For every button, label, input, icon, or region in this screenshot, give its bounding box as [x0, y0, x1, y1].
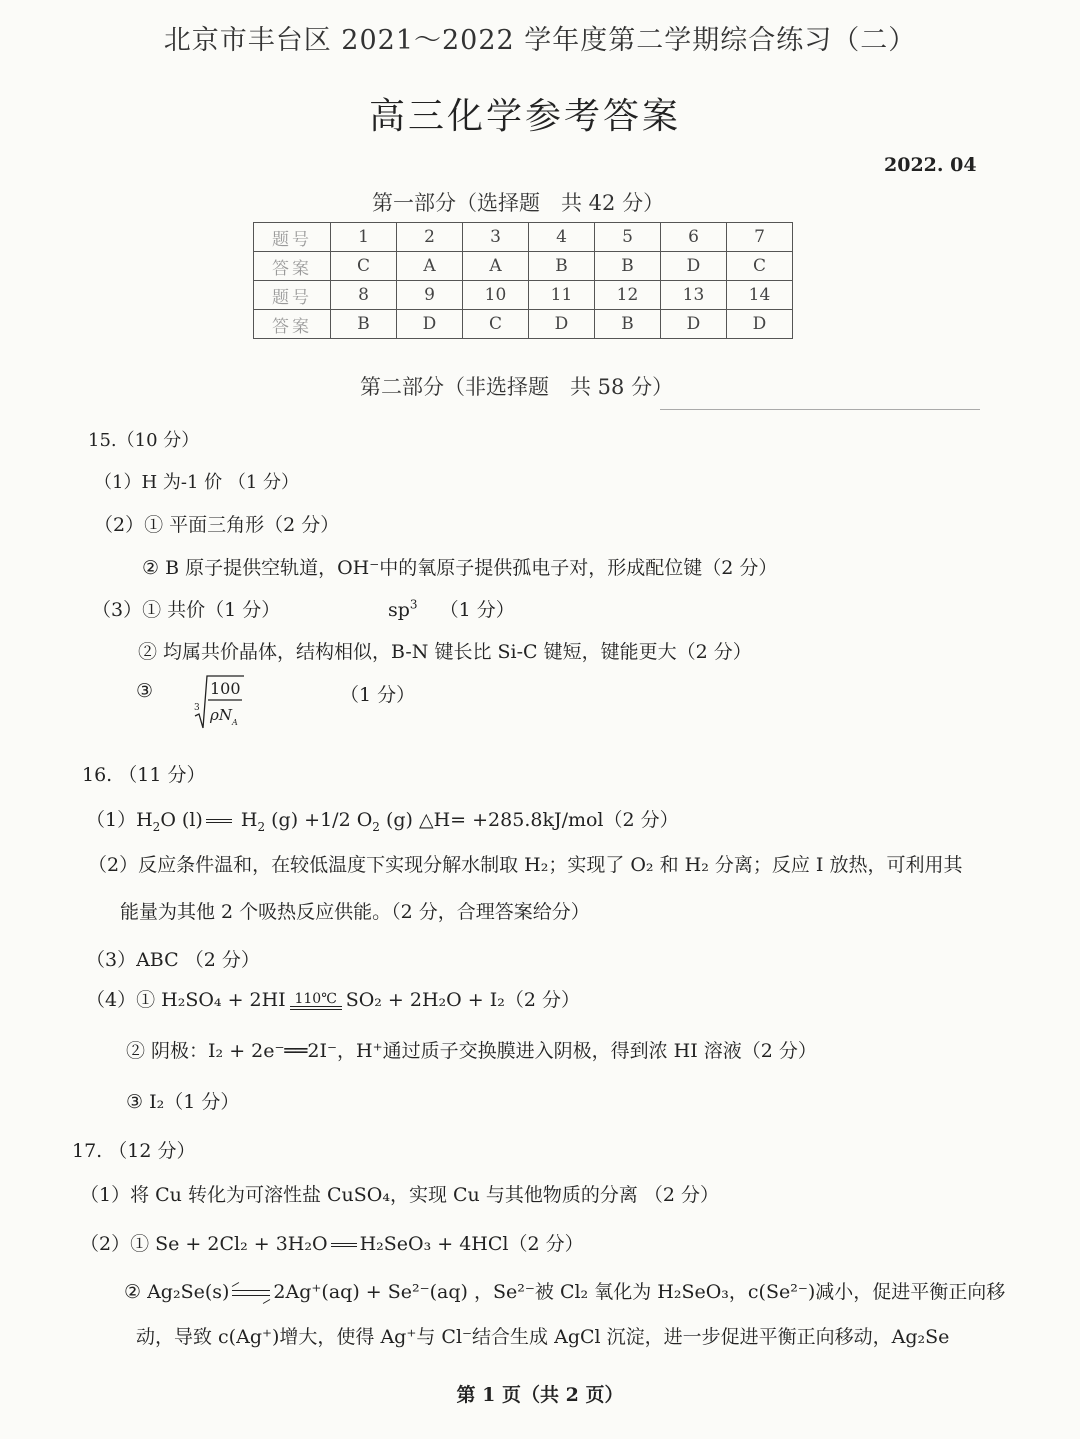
answer-cell: A — [397, 252, 463, 281]
question-number: 6 — [661, 223, 727, 252]
eq-part: O (l) — [160, 809, 203, 831]
question-number: 9 — [397, 281, 463, 310]
equals-sign — [206, 819, 232, 823]
question-17-head: 17. （12 分） — [72, 1140, 196, 1162]
question-number: 8 — [331, 281, 397, 310]
answer-cell: C — [331, 252, 397, 281]
answer-cell: B — [529, 252, 595, 281]
q17-answer-1: （1）将 Cu 转化为可溶性盐 CuSO₄，实现 Cu 与其他物质的分离 （2 分） — [80, 1184, 719, 1206]
hybridization-sup: 3 — [409, 597, 418, 612]
formula-denominator-sub: A — [232, 718, 238, 727]
answer-cell: B — [595, 252, 661, 281]
eq-part: 2Ag⁺(aq) + Se²⁻(aq) ，Se²⁻被 Cl₂ 氧化为 H₂SeO₃，c(Se²⁻)减小，促进平衡正向移 — [273, 1281, 1006, 1303]
formula-numerator: 100 — [210, 679, 241, 698]
question-number: 1 — [331, 223, 397, 252]
answer-cell: B — [595, 310, 661, 339]
question-number: 4 — [529, 223, 595, 252]
q15-answer-3-3-score: （1 分） — [340, 684, 416, 706]
row-label: 答案 — [254, 252, 331, 281]
eq-part: （4）① H₂SO₄ + 2HI — [86, 989, 286, 1011]
question-number: 10 — [463, 281, 529, 310]
divider — [660, 409, 980, 410]
eq-part: ② Ag₂Se(s) — [124, 1281, 230, 1303]
cube-root-formula — [192, 672, 252, 732]
equals-sign — [331, 1243, 357, 1247]
document-date: 2022. 04 — [884, 154, 977, 176]
table-row — [254, 223, 793, 252]
eq-part: SO₂ + 2H₂O + I₂（2 分） — [345, 989, 580, 1011]
answer-cell: D — [661, 310, 727, 339]
answer-cell: A — [463, 252, 529, 281]
answer-cell: D — [397, 310, 463, 339]
reversible-arrow — [232, 1289, 270, 1297]
table-row — [254, 310, 793, 339]
q16-answer-1: $(1)H_2O$ (l) $H_2$ (g) +1/2 $O_2$ (g) △H= +285.8kJ/mol（2 分） — [86, 809, 679, 834]
question-16-head: 16. （11 分） — [82, 764, 206, 786]
q16-answer-2-line2: 能量为其他 2 个吸热反应供能。（2 分，合理答案给分） — [120, 901, 590, 923]
row-label: 答案 — [254, 310, 331, 339]
answer-cell: D — [661, 252, 727, 281]
exam-header: 北京市丰台区 2021～2022 学年度第二学期综合练习（二） — [163, 25, 917, 56]
root-index: 3 — [194, 703, 200, 713]
page-number: 第 1 页（共 2 页） — [456, 1384, 624, 1406]
answer-cell: B — [331, 310, 397, 339]
q15-answer-3-1: （3）① 共价（1 分） — [92, 599, 281, 621]
eq-part: （1）H — [86, 809, 153, 831]
question-number: 2 — [397, 223, 463, 252]
document-title: 高三化学参考答案 — [368, 96, 681, 137]
answer-cell: C — [727, 252, 793, 281]
hybridization: sp — [388, 599, 410, 621]
question-number: 12 — [595, 281, 661, 310]
q17-answer-2-2 — [124, 1277, 1005, 1304]
answer-cell: C — [463, 310, 529, 339]
part2-title: 第二部分（非选择题 共 58 分） — [360, 375, 674, 399]
question-number: 11 — [529, 281, 595, 310]
table-row — [254, 281, 793, 310]
q17-answer-2-2-line2: 动，导致 c(Ag⁺)增大，使得 Ag⁺与 Cl⁻结合生成 AgCl 沉淀，进一步促进平衡正向移动，Ag₂Se — [136, 1326, 950, 1348]
eq-part: (g) △H= +285.8kJ/mol（2 分） — [379, 809, 679, 831]
q16-answer-4-2: ② 阴极：I₂ + 2e⁻══2I⁻，H⁺通过质子交换膜进入阴极，得到浓 HI 溶液（2 分） — [126, 1040, 817, 1062]
question-number: 14 — [727, 281, 793, 310]
answer-cell: D — [529, 310, 595, 339]
part1-title-text: 第一部分（选择题 共 42 分） — [372, 191, 665, 215]
q15-answer-3-1b — [388, 595, 515, 622]
question-15-head: 15.（10 分） — [88, 430, 200, 451]
question-number: 5 — [595, 223, 661, 252]
q16-answer-3: （3）ABC （2 分） — [86, 949, 260, 971]
answer-table — [253, 222, 793, 339]
eq-part: H — [234, 809, 258, 831]
condition-text: 110℃ — [294, 991, 337, 1007]
question-number: 7 — [727, 223, 793, 252]
eq-part: （2）① Se + 2Cl₂ + 3H₂O — [80, 1233, 328, 1255]
part1-title — [372, 187, 664, 217]
eq-part: H₂SeO₃ + 4HCl（2 分） — [359, 1233, 584, 1255]
q17-answer-2-1 — [80, 1229, 584, 1256]
q15-answer-3-3-label: ③ — [136, 680, 154, 702]
score: （1 分） — [439, 599, 515, 621]
q16-answer-4-1 — [86, 985, 580, 1012]
q15-answer-2-1: （2）① 平面三角形（2 分） — [94, 514, 340, 536]
question-number: 13 — [661, 281, 727, 310]
row-label: 题号 — [254, 223, 331, 252]
reaction-condition — [290, 992, 342, 1010]
q15-answer-3-2: ② 均属共价晶体，结构相似，B-N 键长比 Si-C 键短，键能更大（2 分） — [138, 641, 752, 663]
formula-denominator: ρN — [210, 706, 232, 724]
q16-answer-2-line1: （2）反应条件温和，在较低温度下实现分解水制取 H₂；实现了 O₂ 和 H₂ 分离；反应 I 放热，可利用其 — [88, 854, 963, 876]
answer-cell: D — [727, 310, 793, 339]
question-number: 3 — [463, 223, 529, 252]
q16-answer-4-3: ③ I₂（1 分） — [126, 1091, 240, 1113]
table-row — [254, 252, 793, 281]
eq-part: (g) +1/2 O — [265, 809, 373, 831]
row-label: 题号 — [254, 281, 331, 310]
q15-answer-1: （1）H 为-1 价 （1 分） — [94, 472, 300, 493]
q15-answer-2-2: ② B 原子提供空轨道，OH⁻中的氧原子提供孤电子对，形成配位键（2 分） — [142, 557, 778, 579]
